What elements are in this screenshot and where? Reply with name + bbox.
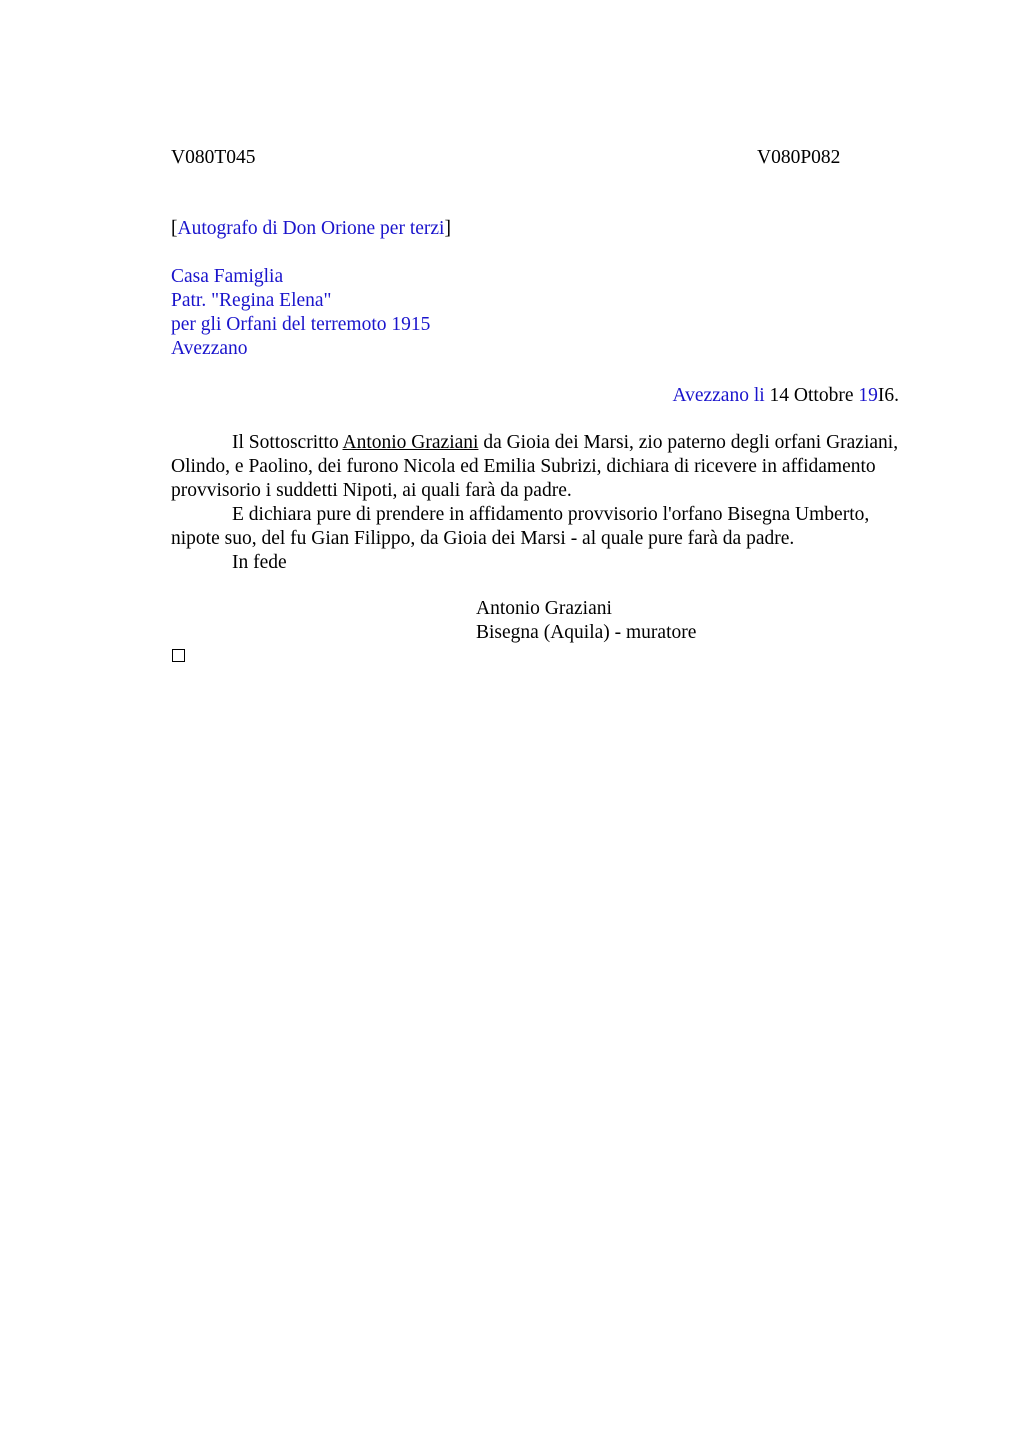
document-code-left: V080T045 (171, 147, 256, 168)
letterhead-line-2: Patr. "Regina Elena" (171, 290, 332, 311)
note-open-bracket: [ (171, 218, 178, 239)
letterhead (171, 265, 430, 361)
p1-name: Antonio Graziani (342, 432, 479, 453)
document-code-right: V080P082 (757, 147, 841, 168)
note-close-bracket: ] (444, 218, 451, 239)
date-year-prefix: 19 (858, 385, 878, 406)
p1-start: Il Sottoscritto (232, 432, 343, 453)
date-place: Avezzano li (672, 385, 765, 406)
paragraph-2: E dichiara pure di prendere in affidamento provvisorio l'orfano Bisegna Umberto, nipote suo, del fu Gian Filippo, da Gioia dei Marsi - al quale pure farà da padre. (171, 504, 870, 549)
paragraph-1 (171, 431, 911, 503)
letterhead-line-3: per gli Orfani del terremoto 1915 (171, 314, 431, 335)
date-year-suffix: 6. (884, 385, 899, 406)
signature-detail: Bisegna (Aquila) - muratore (476, 622, 697, 643)
editorial-note (171, 217, 451, 241)
date-line (672, 384, 899, 408)
signature-block (476, 597, 696, 645)
p1-rest: da Gioia dei Marsi, zio paterno degli orfani Graziani, Olindo, e Paolino, dei furono Nicola ed Emilia Subrizi, dichiara di ricevere in affidamento provvisorio i suddetti Nipoti, ai quali farà da padre. (171, 432, 899, 501)
date-day-month: 14 Ottobre (764, 385, 859, 406)
note-text: Autografo di Don Orione per terzi (177, 218, 445, 239)
date-year-mid: I (877, 385, 885, 406)
square-outline-icon (172, 649, 185, 662)
paragraph-3: In fede (232, 552, 287, 573)
letterhead-line-1: Casa Famiglia (171, 266, 284, 287)
letter-body (171, 431, 911, 575)
signature-name: Antonio Graziani (476, 598, 612, 619)
letterhead-line-4: Avezzano (171, 338, 248, 359)
